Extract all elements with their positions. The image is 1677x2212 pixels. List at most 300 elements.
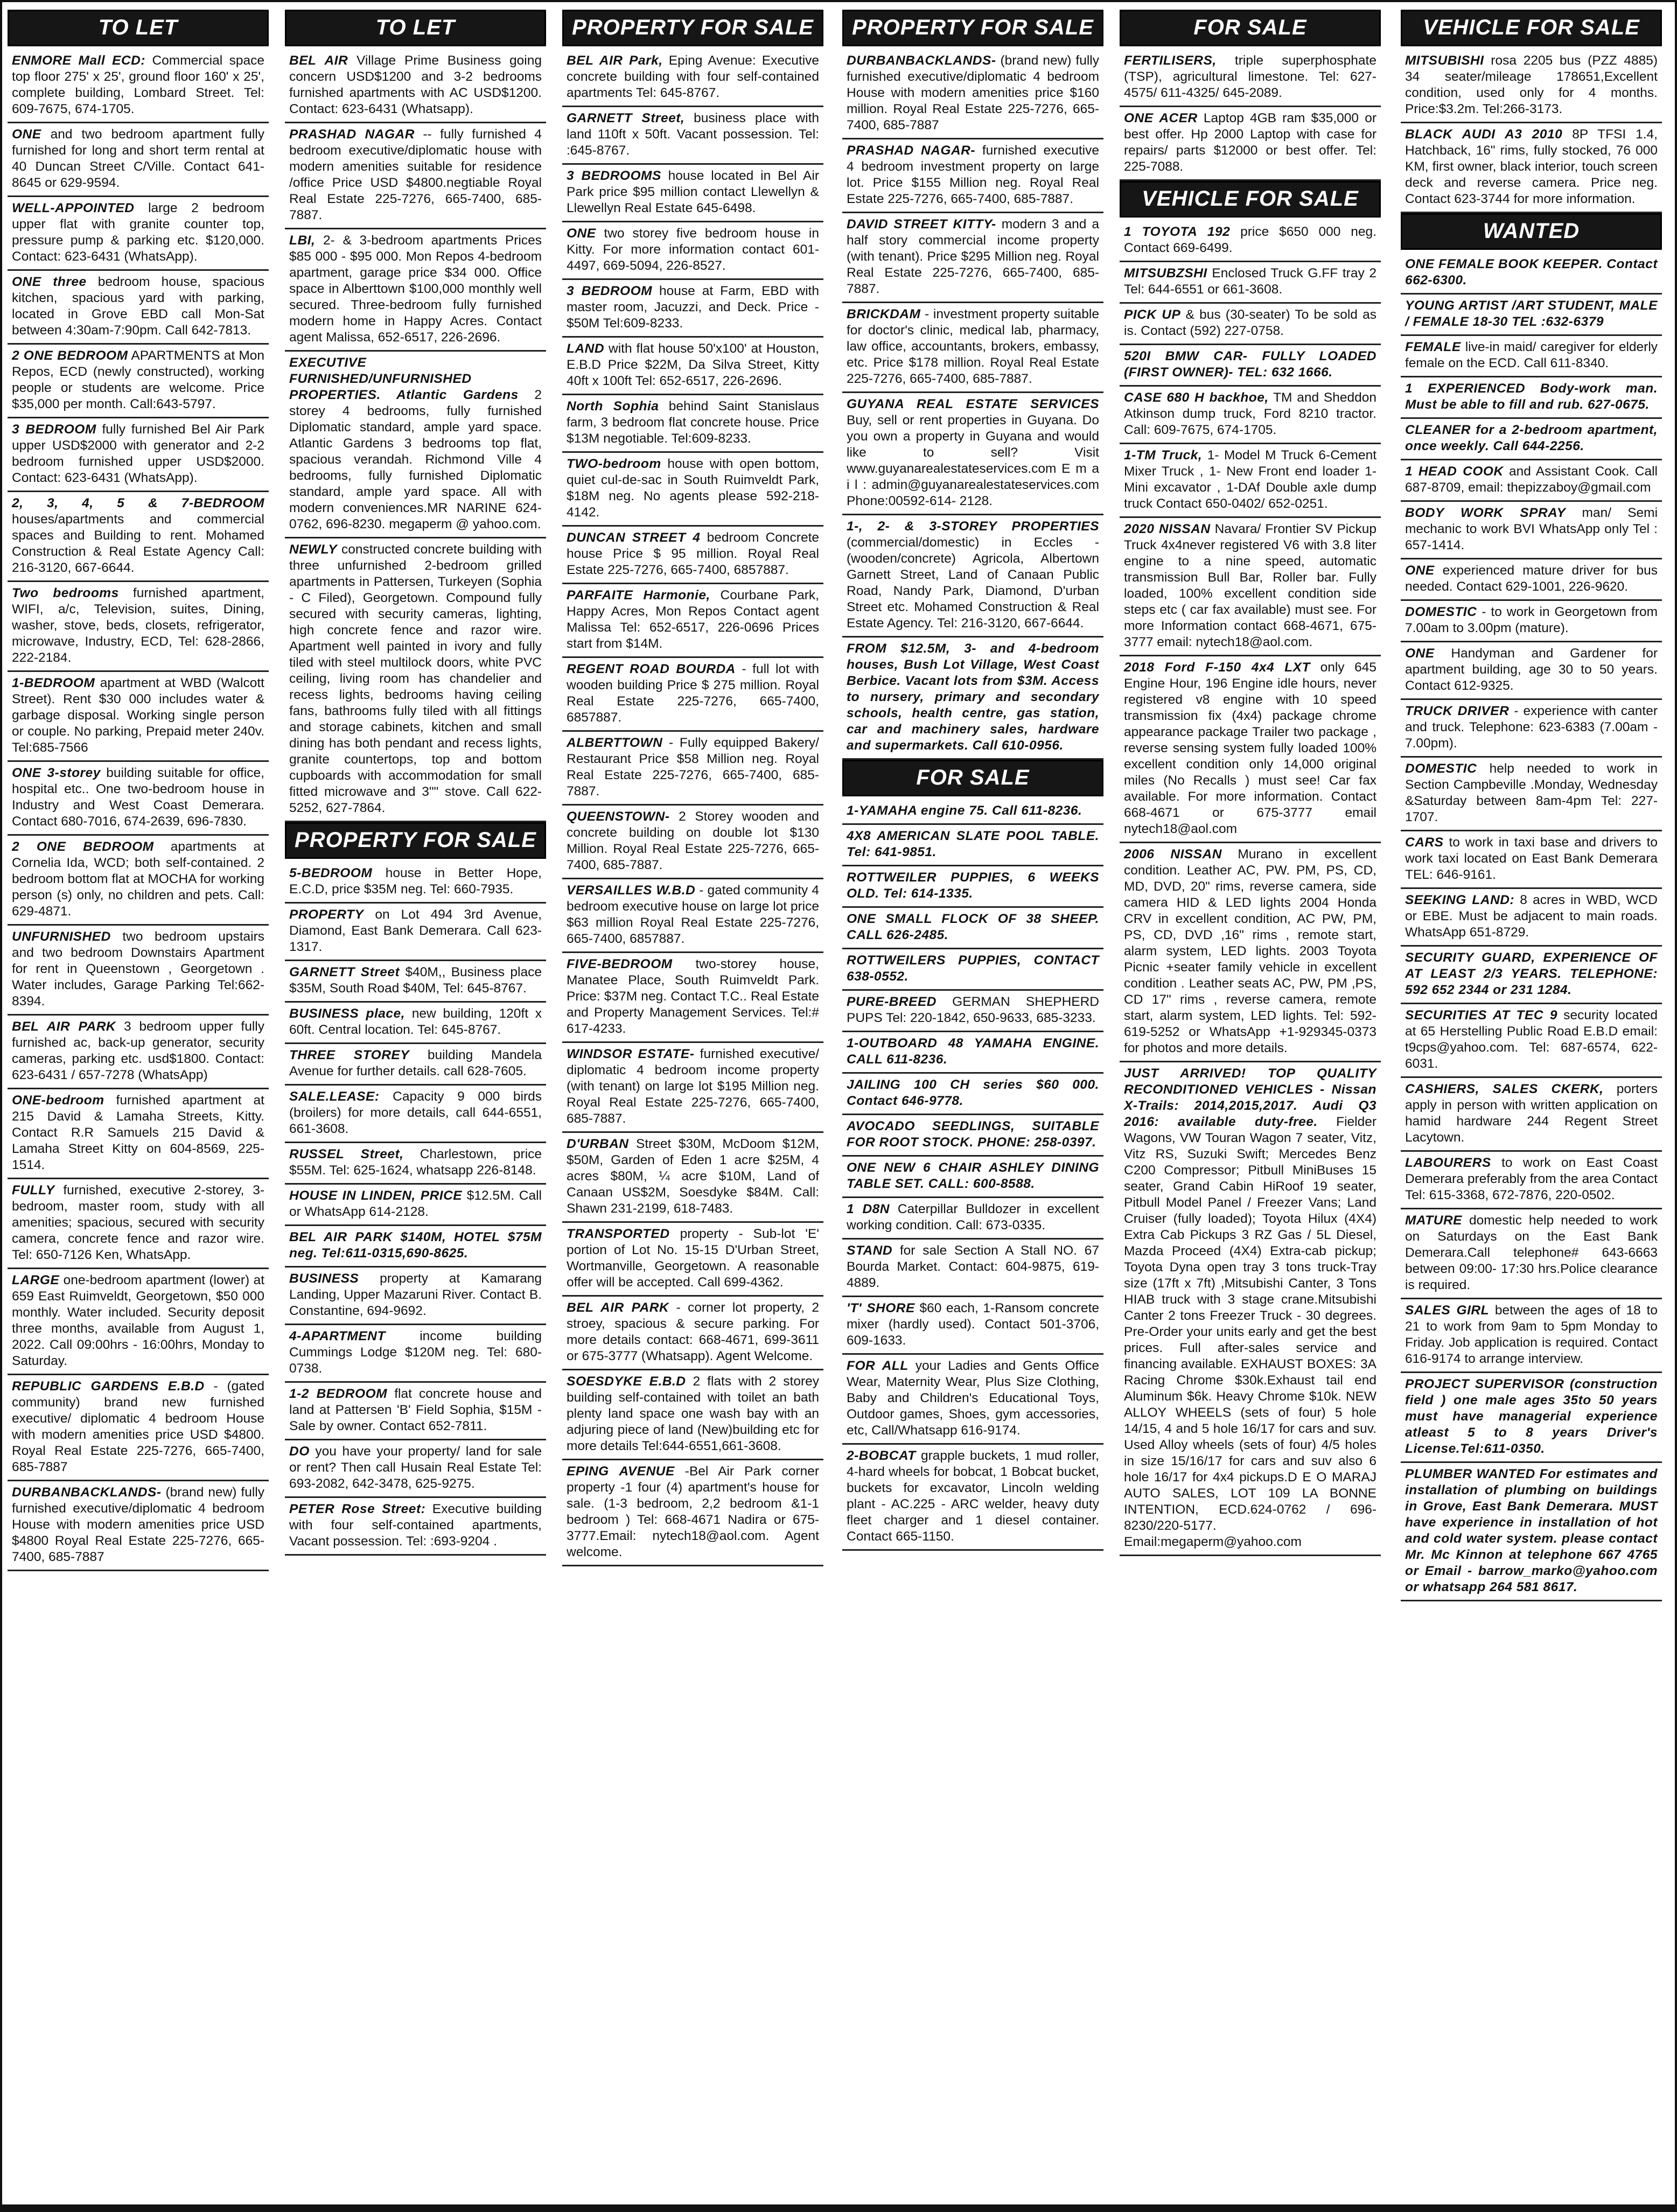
classified-ad — [8, 1089, 269, 1179]
ad-body: 2 Storey wooden and concrete building on double lot $130 Million. Royal Real Estate 225-7276, 665-7400, 685-7887. — [567, 809, 819, 872]
ad-headline: SECURITY GUARD, EXPERIENCE OF AT LEAST 2/3 YEARS. TELEPHONE: 592 652 2344 or 231 1284. — [1405, 950, 1658, 997]
ad-body: - investment property suitable for doctor's clinic, medical lab, pharmacy, law office, accountants, brokers, embassy, etc. Price $178 million. Royal Real Estate 225-7276, 665-7400, 685-7887. — [847, 307, 1099, 386]
ad-body: for sale Section A Stall NO. 67 Bourda Market. Contact: 604-9875, 619-4889. — [847, 1243, 1099, 1290]
section-header: TO LET — [285, 10, 546, 46]
ad-headline: WELL-APPOINTED — [12, 201, 135, 215]
classified-ad — [8, 271, 269, 345]
section-header: PROPERTY FOR SALE — [285, 822, 546, 859]
classified-ad — [842, 393, 1103, 515]
classified-ad — [562, 1297, 823, 1370]
classified-ad — [1401, 758, 1662, 831]
classified-ad — [1401, 831, 1662, 889]
ad-body: and Assistant Cook. Call 687-8709, email: thepizzaboy@gmail.com — [1405, 464, 1658, 495]
classified-ad — [8, 1269, 269, 1375]
classified-ad — [1401, 559, 1662, 601]
section-header: WANTED — [1401, 213, 1662, 250]
ad-body: business place with land 110ft x 50ft. Vacant possession. Tel: :645-8767. — [567, 111, 820, 158]
classified-ad — [1401, 50, 1662, 123]
ad-body: apartment at WBD (Walcott Street). Rent $30 000 includes water & garbage disposal. Working single person or couple. No parking, Prepaid meter 240v. Tel:685-7566 — [12, 676, 264, 755]
classified-ad — [285, 904, 546, 961]
ad-headline: PETER Rose Street: — [289, 1502, 426, 1516]
ad-headline: DOMESTIC — [1405, 761, 1477, 776]
ad-body: house with open bottom, quiet cul-de-sac in South Ruimveldt Park, $18M neg. No agents please 592-218-4142. — [567, 457, 820, 520]
section-header: PROPERTY FOR SALE — [562, 10, 823, 46]
ad-headline: FULLY — [12, 1183, 55, 1198]
classified-ad — [842, 1157, 1103, 1198]
ad-headline: 3 BEDROOM — [567, 284, 653, 298]
ad-headline: DURBANBACKLANDS- — [12, 1485, 162, 1500]
ad-body: to work on East Coast Demerara preferably from the area Contact Tel: 615-3368, 672-7876, 220-0502. — [1405, 1156, 1658, 1202]
classified-ad — [285, 1440, 546, 1498]
ad-headline: 3 BEDROOMS — [567, 169, 661, 183]
ad-body: Charlestown, price $55M. Tel: 625-1624, whatsapp 226-8148. — [289, 1147, 542, 1178]
ad-body: triple superphosphate (TSP), agricultural limestone. Tel: 627-4575/ 611-4325/ 645-2089. — [1124, 53, 1376, 100]
ad-body: - Fully equipped Bakery/ Restaurant Price $58 Million neg. Royal Real Estate 225-7276, 665-7400, 685-7887. — [567, 736, 819, 799]
ad-headline: ENMORE Mall ECD: — [12, 53, 145, 68]
ad-body: furnished executive 4 bedroom investment property on large lot. Price $155 Million neg. Royal Real Estate 225-7276, 665-7400, 685-7887. — [847, 143, 1099, 206]
ad-headline: ONE NEW 6 CHAIR ASHLEY DINING TABLE SET. CALL: 600-8588. — [847, 1160, 1099, 1191]
section-header: VEHICLE FOR SALE — [1120, 181, 1381, 218]
ad-headline: JUST ARRIVED! TOP QUALITY RECONDITIONED VEHICLES - Nissan X-Trails: 2014,2015,2017. Audi Q3 2016: available duty-free. — [1124, 1066, 1376, 1129]
ad-body: with flat house 50'x100' at Houston, E.B.D Price $22M, Da Silva Street, Kitty 40ft x 100ft Tel: 652-6517, 226-2696. — [567, 341, 819, 388]
classified-ad — [285, 1086, 546, 1143]
ad-headline: 4-APARTMENT — [289, 1329, 386, 1343]
classified-ad — [562, 395, 823, 453]
classified-ad — [562, 806, 823, 879]
ad-body: furnished apartment, WIFI, a/c, Television, suites, Dining, washer, stove, beds, closets, refrigerator, microwave, Industry, ECD, Tel: 628-2866, 222-2184. — [12, 586, 264, 665]
classified-ad — [8, 492, 269, 582]
classified-ad — [8, 197, 269, 271]
classified-ad — [285, 1044, 546, 1086]
ad-body: Street $30M, McDoom $12M, $50M, Garden of Eden 1 acre $25M, 4 acres $80M, ¼ acre $10M, Land of Canaan US$2M, Soesdyke $84M. Call: Shawn 231-2199, 618-7483. — [567, 1137, 819, 1216]
ad-headline: DO — [289, 1444, 310, 1459]
classified-ad — [285, 538, 546, 822]
classified-ad — [285, 1325, 546, 1383]
classified-ad — [1120, 444, 1381, 518]
ad-body: - to work in Georgetown from 7.00am to 3.00pm (mature). — [1405, 605, 1658, 635]
ad-body: building suitable for office, hospital etc.. One two-bedroom house in Industry and West Coast Demerara. Contact 680-7016, 674-2639, 696-7830. — [12, 766, 264, 829]
ad-headline: GARNETT Street — [289, 965, 400, 979]
ad-headline: D'URBAN — [567, 1137, 629, 1151]
ad-body: property - Sub-lot 'E' portion of Lot No. 15-15 D'Urban Street, Wortmanville, Georgetown. A reasonable offer will be accepted. Call 699-4362. — [567, 1227, 820, 1290]
ad-headline: EPING AVENUE — [567, 1464, 675, 1479]
classified-ad — [285, 1185, 546, 1226]
ad-body: furnished, executive 2-storey, 3-bedroom, master room, study with all amenities; spacious, secured with security camera, concrete fence and razor wire. Tel: 650-7126 Ken, WhatsApp. — [12, 1183, 264, 1262]
ad-body: flat concrete house and land at Pattersen 'B' Field Sophia, $15M - Sale by owner. Contact 652-7811. — [289, 1387, 542, 1433]
classified-ad — [562, 222, 823, 280]
ad-headline: TRANSPORTED — [567, 1227, 670, 1241]
column-3 — [562, 10, 823, 2202]
ad-headline: TWO-bedroom — [567, 457, 661, 471]
ad-headline: LARGE — [12, 1273, 60, 1287]
classified-ad — [285, 50, 546, 123]
ad-body: Enclosed Truck G.FF tray 2 Tel: 644-6551 or 661-3608. — [1124, 266, 1376, 297]
classified-ad — [8, 123, 269, 197]
ad-headline: 1 D8N — [847, 1202, 890, 1216]
ad-headline: ONE 3-storey — [12, 766, 101, 780]
classified-ad — [285, 862, 546, 904]
ad-headline: ROTTWEILERS PUPPIES, CONTACT 638-0552. — [847, 953, 1099, 984]
classified-ad — [842, 1032, 1103, 1074]
ad-body: $60 each, 1-Ransom concrete mixer (hardly used). Contact 501-3706, 609-1633. — [847, 1301, 1099, 1348]
classified-ad — [285, 352, 546, 538]
ad-body: behind Saint Stanislaus farm, 3 bedroom flat concrete house. Price $13M negotiable. Tel:609-8233. — [567, 399, 819, 446]
ad-headline: PRASHAD NAGAR- — [847, 143, 975, 158]
classified-ad — [562, 280, 823, 338]
ad-body: -Bel Air Park corner property -1 four (4) apartment's house for sale. (1-3 bedroom, 2,2 bedroom &1-1 bedroom ) Tel: 668-4671 Nadira or 675-3777.Email: nytech18@aol.com. Agent welcome. — [567, 1464, 819, 1559]
ad-headline: 2 ONE BEDROOM — [12, 348, 128, 363]
classified-ad — [842, 908, 1103, 949]
ad-headline: REPUBLIC GARDENS E.B.D — [12, 1379, 205, 1394]
ad-body: Caterpillar Bulldozer in excellent working condition. Call: 673-0335. — [847, 1202, 1099, 1233]
classified-ad — [1401, 1299, 1662, 1373]
classified-ad — [8, 926, 269, 1016]
classified-ad — [8, 762, 269, 836]
ad-body: 2 storey 4 bedrooms, fully furnished Diplomatic standard, ample yard space. Atlantic Gardens 3 bedrooms top flat, spacious verandah. Richmond Ville 4 bedrooms, fully furnished Diplomatic standard, ample yard space. All with modern conveniences.MR NARINE 624-0762, 696-8230. megaperm @ yahoo.com. — [289, 388, 542, 531]
ad-headline: 1-BEDROOM — [12, 676, 95, 690]
ad-headline: BODY WORK SPRAY — [1405, 506, 1566, 520]
ad-body: Buy, sell or rent properties in Guyana. Do you own a property in Guyana and would like to sell? Visit www.guyanarealestateservices.com E m a i l : admin@guyanarealestateservices.com Phone:00592-614- 2128. — [847, 413, 1099, 508]
classified-ad — [842, 1074, 1103, 1115]
ad-body: fully furnished Bel Air Park upper USD$2000 with generator and 2-2 bedroom furnished upper USD$2000. Contact: 623-6431 (WhatsApp). — [12, 422, 264, 485]
classified-ad — [285, 1268, 546, 1325]
ad-headline: 2020 NISSAN — [1124, 522, 1211, 536]
ad-body: (commercial/domestic) in Eccles - (wooden/concrete) Agricola, Albertown Garnett Street, Land of Canaan Public Road, Nandy Park, Diamond, D'urban Street etc. Mohamed Construction & Real Estate Agency. Tel: 216-3120, 667-6644. — [847, 535, 1099, 631]
classified-ad — [1401, 1004, 1662, 1078]
ad-headline: YOUNG ARTIST /ART STUDENT, MALE / FEMALE 18-30 TEL :632-6379 — [1405, 298, 1658, 329]
classified-ad — [1401, 1152, 1662, 1209]
ad-headline: 1-TM Truck, — [1124, 448, 1203, 463]
ad-headline: SEEKING LAND: — [1405, 893, 1515, 907]
classified-ad — [842, 1297, 1103, 1355]
classified-ad — [1401, 700, 1662, 758]
ad-headline: SECURITIES AT TEC 9 — [1405, 1008, 1557, 1023]
classified-ad — [1120, 843, 1381, 1062]
ad-body: house located in Bel Air Park price $95 million contact Llewellyn & Llewellyn Real Estate 645-6498. — [567, 169, 819, 215]
classified-ad — [1120, 50, 1381, 107]
ad-body: house in Better Hope, E.C.D, price $35M neg. Tel: 660-7935. — [289, 866, 542, 897]
classified-ad — [842, 866, 1103, 908]
classified-ad — [1401, 253, 1662, 295]
classified-ad — [1120, 304, 1381, 345]
ad-body: domestic help needed to work on Saturdays on the East Bank Demerara.Call telephone# 643-6663 between 09:00- 17:30 hrs.Police clearance is required. — [1405, 1213, 1658, 1292]
ad-body: one-bedroom apartment (lower) at 659 East Ruimveldt, Georgetown, $50 000 monthly. Water included. Security deposit three months, available from August 1, 2022. Call 09:00hrs - 16:00hrs, Monday to Saturday. — [12, 1273, 264, 1368]
ad-body: security located at 65 Herstelling Public Road E.B.D email: t9cps@yahoo.com. Tel: 687-6574, 622-6031. — [1405, 1008, 1658, 1071]
ad-headline: ONE — [1405, 563, 1435, 578]
classified-ad — [842, 50, 1103, 139]
ad-headline: FERTILISERS, — [1124, 53, 1217, 68]
ad-headline: PRASHAD NAGAR — [289, 127, 415, 142]
classified-ad — [285, 1143, 546, 1185]
section-header: PROPERTY FOR SALE — [842, 10, 1103, 46]
classified-ad — [842, 1355, 1103, 1445]
classified-ad — [562, 584, 823, 658]
ad-body: between the ages of 18 to 21 to work from 9am to 5pm Monday to Friday. Job application is required. Contact 616-9174 to arrange interview. — [1405, 1303, 1658, 1366]
ad-body: $12.5M. Call or WhatsApp 614-2128. — [289, 1188, 542, 1219]
ad-body: -- fully furnished 4 bedroom executive/diplomatic house with modern amenities suitable for residence /office Price USD $4800.negtiable Royal Real Estate 225-7276, 665-7400, 685-7887. — [289, 127, 542, 222]
classified-ad — [842, 638, 1103, 760]
ad-body: Handyman and Gardener for apartment building, age 30 to 50 years. Contact 612-9325. — [1405, 646, 1658, 693]
ad-headline: 2018 Ford F-150 4x4 LXT — [1124, 660, 1310, 675]
ad-headline: PLUMBER WANTED For estimates and installation of plumbing on buildings in Grove, East Bank Demerara. MUST have experience in installation of hot and cold water system. please contact Mr. Mc Kinnon at telephone 667 4765 or Email - barrow_marko@yahoo.com or whatsapp 264 581 8617. — [1405, 1467, 1658, 1594]
ad-headline: ONE SMALL FLOCK OF 38 SHEEP. CALL 626-2485. — [847, 912, 1099, 942]
classified-ad — [285, 1226, 546, 1268]
ad-headline: PURE-BREED — [847, 995, 937, 1009]
ad-headline: PICK UP — [1124, 307, 1181, 322]
ad-headline: JAILING 100 CH series $60 000. Contact 646-9778. — [847, 1077, 1099, 1108]
ad-headline: DURBANBACKLANDS- — [847, 53, 996, 68]
ad-body: - experience with canter and truck. Telephone: 623-6383 (7.00am - 7.00pm). — [1405, 704, 1658, 751]
classified-ad — [8, 1375, 269, 1481]
ad-headline: FOR ALL — [847, 1359, 909, 1373]
classified-ad — [1120, 656, 1381, 843]
ad-headline: 1 EXPERIENCED Body-work man. Must be able to fill and rub. 627-0675. — [1405, 381, 1658, 412]
classified-ad — [8, 672, 269, 762]
ad-body: man/ Semi mechanic to work BVI WhatsApp only Tel : 657-1414. — [1405, 506, 1658, 552]
ad-body: you have your property/ land for sale or rent? Then call Husain Real Estate Tel: 693-2082, 642-3478, 625-9275. — [289, 1444, 542, 1491]
ad-headline: FIVE-BEDROOM — [567, 957, 673, 971]
ad-body: bedroom house, spacious kitchen, spacious yard with parking, located in Grove EBD call Mon-Sat between 4:30am-7:90pm. Call 642-7813. — [12, 275, 264, 338]
ad-headline: LAND — [567, 341, 605, 356]
ad-headline: 2006 NISSAN — [1124, 847, 1222, 862]
section-header: FOR SALE — [842, 760, 1103, 796]
ad-headline: ALBERTTOWN — [567, 736, 663, 750]
ad-headline: HOUSE IN LINDEN, PRICE — [289, 1188, 463, 1203]
ad-body: - (gated community) brand new furnished executive/ diplomatic 4 bedroom House with modern amenities price USD $4800. Royal Real Estate 225-7276, 665-7400, 685-7887 — [12, 1379, 264, 1474]
ad-headline: 1-, 2- & 3-STOREY PROPERTIES — [847, 519, 1099, 534]
ad-headline: 1-2 BEDROOM — [289, 1387, 388, 1401]
ad-headline: AVOCADO SEEDLINGS, SUITABLE FOR ROOT STOCK. PHONE: 258-0397. — [847, 1119, 1099, 1150]
classified-ad — [842, 800, 1103, 825]
ad-headline: 1-YAMAHA engine 75. Call 611-8236. — [847, 803, 1082, 818]
ad-body: Commercial space top floor 275' x 25', ground floor 160' x 25', complete building, Lombard Street. Tel: 609-7675, 674-1705. — [12, 53, 264, 116]
ad-body: two storey five bedroom house in Kitty. For more information contact 601-4497, 669-5094, 226-8527. — [567, 226, 819, 273]
ad-headline: ONE — [567, 226, 596, 241]
column-2 — [285, 10, 546, 2202]
ad-headline: MITSUBZSHI — [1124, 266, 1207, 281]
ad-body: Eping Avenue: Executive concrete building with four self-contained apartments Tel: 645-8767. — [567, 53, 820, 100]
classified-ad — [562, 658, 823, 732]
ad-headline: SALE.LEASE: — [289, 1089, 380, 1104]
ad-body: TM and Sheddon Atkinson dump truck, Ford 8210 tractor. Call: 609-7675, 674-1705. — [1124, 390, 1376, 437]
ad-body: 3 bedroom upper fully furnished ac, back-up generator, security cameras, parking etc. usd$1800. Contact: 623-6431 / 657-7278 (WhatsApp) — [12, 1019, 264, 1082]
ad-headline: BLACK AUDI A3 2010 — [1405, 127, 1563, 142]
ad-body: houses/apartments and commercial spaces and Building to rent. Mohamed Construction & Real Estate Agency Call: 216-3120, 667-6644. — [12, 512, 264, 575]
ad-body: experienced mature driver for bus needed. Contact 629-1001, 226-9620. — [1405, 563, 1658, 594]
ad-headline: 3 BEDROOM — [12, 422, 96, 437]
ad-body: on Lot 494 3rd Avenue, Diamond, East Bank Demerara. Call 623-1317. — [289, 907, 542, 954]
ad-headline: GARNETT Street, — [567, 111, 685, 125]
column-4 — [842, 10, 1103, 2202]
ad-body: and two bedroom apartment fully furnished for long and short term rental at 40 Duncan Street C/Ville. Contact 641-8645 or 629-9594. — [12, 127, 264, 190]
ad-headline: ONE-bedroom — [12, 1093, 104, 1108]
ad-headline: 1 HEAD COOK — [1405, 464, 1504, 479]
ad-headline: 2-BOBCAT — [847, 1448, 916, 1463]
ad-headline: BRICKDAM — [847, 307, 921, 321]
ad-headline: RUSSEL Street, — [289, 1147, 404, 1161]
ad-headline: BEL AIR PARK — [567, 1300, 669, 1315]
ad-headline: 520I BMW CAR- FULLY LOADED (FIRST OWNER)- TEL: 632 1666. — [1124, 349, 1376, 380]
ad-headline: 4X8 AMERICAN SLATE POOL TABLE. Tel: 641-9851. — [847, 829, 1099, 859]
classified-ad — [842, 1198, 1103, 1240]
classified-ad — [1120, 345, 1381, 387]
classified-ad — [1401, 336, 1662, 377]
ad-body: APARTMENTS at Mon Repos, ECD (newly constructed), working people or students are welcome. Price $35,000 per month. Call:643-5797. — [12, 348, 264, 411]
section-header: VEHICLE FOR SALE — [1401, 10, 1662, 46]
classified-ad — [285, 1003, 546, 1044]
ad-body: furnished apartment at 215 David & Lamaha Streets, Kitty. Contact R.R Samuels 215 David & Lamaha Street Kitty on 604-8569, 225-1514. — [12, 1093, 264, 1172]
classified-ad — [1401, 295, 1662, 336]
classified-ad — [285, 1383, 546, 1440]
classified-ad — [8, 1481, 269, 1571]
classified-ad — [1401, 419, 1662, 460]
ad-body: apartments at Cornelia Ida, WCD; both self-contained. 2 bedroom bottom flat at MOCHA for working person (s) only, no children and pets. Call: 629-4871. — [12, 839, 264, 919]
classified-ad — [1120, 518, 1381, 656]
ad-headline: PROJECT SUPERVISOR (construction field ) one male ages 35to 50 years must have managerial experience atleast 5 to 8 years Driver's License.Tel:611-0350. — [1405, 1377, 1658, 1456]
ad-headline: SALES GIRL — [1405, 1303, 1490, 1318]
section-header: FOR SALE — [1120, 10, 1381, 46]
ad-body: 8P TFSI 1.4, Hatchback, 16" rims, fully stocked, 76 000 KM, first owner, black interior, touch screen deck and reverse camera. Price neg. Contact 623-3744 for more information. — [1405, 127, 1658, 206]
classified-ad — [842, 825, 1103, 866]
ad-body: building Mandela Avenue for further details. call 628-7605. — [289, 1048, 542, 1079]
ad-headline: 'T' SHORE — [847, 1301, 915, 1315]
ad-headline: STAND — [847, 1243, 893, 1258]
ad-headline: SOESDYKE E.B.D — [567, 1374, 686, 1389]
ad-headline: ROTTWEILER PUPPIES, 6 WEEKS OLD. Tel: 614-1335. — [847, 870, 1099, 901]
classified-ad — [8, 836, 269, 926]
ad-body: 8 acres in WBD, WCD or EBE. Must be adjacent to main roads. WhatsApp 651-8729. — [1405, 893, 1658, 940]
classified-ad — [8, 418, 269, 492]
classified-ad — [562, 953, 823, 1043]
column-1 — [8, 10, 269, 2202]
classified-ad — [1120, 1062, 1381, 1556]
classified-ad — [562, 165, 823, 222]
classified-ad — [562, 1460, 823, 1566]
classified-ad — [1401, 1209, 1662, 1299]
ad-headline: BUSINESS — [289, 1271, 359, 1286]
ad-headline: North Sophia — [567, 399, 659, 414]
ad-headline: VERSAILLES W.B.D — [567, 883, 696, 898]
ad-headline: ONE — [1405, 646, 1435, 661]
ad-headline: FROM $12.5M, 3- and 4-bedroom houses, Bush Lot Village, West Coast Berbice. Vacant lots from $3M. Access to nursery, primary and secondary schools, health centre, gas station, car and machinery sales, hardware and supermarkets. Call 610-0956. — [847, 641, 1099, 753]
ad-headline: PARFAITE Harmonie, — [567, 588, 710, 603]
classified-ad — [1401, 889, 1662, 947]
ad-headline: DUNCAN STREET 4 — [567, 530, 701, 545]
ad-body: Murano in excellent condition. Leather AC, PW. PM, PS, CD, MD, DVD, 20" rims, reverse camera, side camera HID & LED lights 2004 Honda CRV in excellent condition, AC PW, PM, PS, CD, DVD ,16" rims , remote start, alarm system, LED lights. 2003 Toyota Picnic +seater family vehicle in excellent condition . Leather seats AC, PW, PM ,PS, CD 17" rims , reverse camera, remote start, alarm system, LED lights. Tel: 592-619-5252 or WhatsApp +1-929345-0373 for photos and more details. — [1124, 847, 1376, 1055]
ad-body: (brand new) fully furnished executive/diplomatic 4 bedroom House with modern amenities price USD $4800 Royal Real Estate 225-7276, 665-7400, 685-7887 — [12, 1485, 265, 1564]
classified-ad — [8, 50, 269, 123]
classified-ad — [1401, 1373, 1662, 1463]
classified-ad — [1401, 1463, 1662, 1601]
ad-headline: GUYANA REAL ESTATE SERVICES — [847, 397, 1099, 411]
ad-headline: THREE STOREY — [289, 1048, 410, 1062]
classified-ad — [1401, 460, 1662, 502]
ad-headline: ONE — [12, 127, 41, 142]
ad-headline: 2 ONE BEDROOM — [12, 839, 154, 854]
ad-body: 2 flats with 2 storey building self-contained with toilet an bath plenty land space one wash bay with an adjuring piece of land (New)building etc for more details Tel:644-6551,661-3608. — [567, 1374, 819, 1453]
classified-ad — [842, 1445, 1103, 1551]
ad-headline: PROPERTY — [289, 907, 364, 922]
ad-body: porters apply in person with written application on hamid hardware 244 Regent Street Lacytown. — [1405, 1082, 1658, 1145]
classified-ad — [842, 515, 1103, 638]
classified-ad — [842, 949, 1103, 991]
ad-headline: DOMESTIC — [1405, 605, 1477, 619]
ad-body: house at Farm, EBD with master room, Jacuzzi, and Deck. Price - $50M Tel:609-8233. — [567, 284, 819, 331]
classified-ad — [1120, 387, 1381, 444]
classified-ad — [842, 303, 1103, 393]
ad-headline: WINDSOR ESTATE- — [567, 1047, 695, 1061]
classified-ad — [1120, 107, 1381, 181]
ad-headline: 1-OUTBOARD 48 YAMAHA ENGINE. CALL 611-8236. — [847, 1036, 1099, 1067]
classified-ad — [8, 582, 269, 672]
ad-body: 2- & 3-bedroom apartments Prices $85 000 - $95 000. Mon Repos 4-bedroom apartment, garage price $34 000. Office space in Alberttown $100,000 monthly well secured. Three-bedroom fully furnished modern home in Happy Acres. Contact agent Malissa, 652-6517, 226-2696. — [289, 233, 542, 345]
classified-ad — [1401, 601, 1662, 642]
classified-ad — [562, 732, 823, 806]
column-5 — [1120, 10, 1381, 2202]
classified-ad — [562, 1223, 823, 1297]
ad-body: - full lot with wooden building Price $ 275 million. Royal Real Estate 225-7276, 665-7400, 6857887. — [567, 662, 819, 725]
bottom-rule — [2, 2204, 1675, 2210]
classified-ad — [842, 213, 1103, 303]
classified-ad — [285, 961, 546, 1003]
ad-body: grapple buckets, 1 mud roller, 4-hard wheels for bobcat, 1 Bobcat bucket, buckets for excavator, Lincoln welding plant - AC.225 - ARC welder, heavy duty fleet charger and 1 diesel container. Contact 665-1150. — [847, 1448, 1099, 1544]
ad-headline: MITSUBISHI — [1405, 53, 1484, 68]
classified-ad — [842, 1115, 1103, 1157]
ad-headline: 5-BEDROOM — [289, 866, 373, 880]
ad-headline: DAVID STREET KITTY- — [847, 217, 996, 232]
ad-body: bedroom Concrete house Price $ 95 million. Royal Real Estate 225-7276, 665-7400, 6857887. — [567, 530, 820, 577]
ad-body: property at Kamarang Landing, Upper Mazaruni River. Contact B. Constantine, 694-9692. — [289, 1271, 542, 1318]
classified-ad — [562, 1370, 823, 1460]
ad-headline: ONE FEMALE BOOK KEEPER. Contact 662-6300. — [1405, 257, 1658, 288]
ad-headline: CLEANER for a 2-bedroom apartment, once weekly. Call 644-2256. — [1405, 423, 1658, 453]
column-6 — [1401, 10, 1662, 2202]
ad-body: price $650 000 neg. Contact 669-6499. — [1124, 225, 1376, 255]
ad-body: - corner lot property, 2 stroey, spacious & secure parking. For more details contact: 668-4671, 699-3611 or 675-3777 (Whatsapp). Agent Welcome. — [567, 1300, 820, 1363]
ad-body: only 645 Engine Hour, 196 Engine idle hours, never registered v8 engine with 10 speed transmission fix (4x4) package chrome appearance package Trailer two package , reverse sensing system fully loaded 100% excellent condition only 14,000 original miles (No Recalls ) must see! Car fax available. For more information. Contact 668-4671 or 675-3777 email nytech18@aol.com — [1124, 660, 1376, 836]
ad-body: two bedroom upstairs and two bedroom Downstairs Apartment for rent in Queenstown , Georgetown . Water includes, Garage Parking Tel:662-8394. — [12, 929, 264, 1009]
ad-body: Laptop 4GB ram $35,000 or best offer. Hp 2000 Laptop with case for repairs/ parts $12000 or best offer. Tel: 225-7088. — [1124, 111, 1376, 174]
ad-headline: EXECUTIVE FURNISHED/UNFURNISHED PROPERTIES. Atlantic Gardens — [289, 355, 519, 402]
ad-body: to work in taxi base and drivers to work taxi located on East Bank Demerara TEL: 646-9161. — [1405, 835, 1658, 882]
ad-body: income building Cummings Lodge $120M neg. Tel: 680-0738. — [289, 1329, 542, 1376]
ad-headline: 1 TOYOTA 192 — [1124, 225, 1231, 239]
classified-ad — [1120, 221, 1381, 262]
classified-ad — [1401, 1078, 1662, 1152]
ad-headline: 2, 3, 4, 5 & 7-BEDROOM — [12, 496, 264, 510]
ad-headline: FEMALE — [1405, 340, 1461, 354]
classified-ad — [562, 879, 823, 953]
ad-headline: CARS — [1405, 835, 1444, 850]
ad-body: furnished executive/ diplomatic 4 bedroom income property (with tenant) on large lot $195 Million neg. Royal Real Estate 225-7276, 665-7400, 685-7887. — [567, 1047, 820, 1126]
ad-body: 1- Model M Truck 6-Cement Mixer Truck , 1- New Front end loader 1-Mini excavator , 1-DAf Double axle dump truck Contact 650-0402/ 652-0251. — [1124, 448, 1376, 511]
classified-ad — [562, 1043, 823, 1133]
ad-headline: BEL AIR PARK $140M, HOTEL $75M neg. Tel:611-0315,690-8625. — [289, 1230, 542, 1261]
ad-body: live-in maid/ caregiver for elderly female on the ECD. Call 611-8340. — [1405, 340, 1658, 370]
ad-headline: BEL AIR Park, — [567, 53, 663, 68]
ad-headline: CASHIERS, SALES CKERK, — [1405, 1082, 1604, 1096]
ad-body: rosa 2205 bus (PZZ 4885) 34 seater/mileage 178651,Excellent condition, used only for 4 months. Price:$3.2m. Tel:266-3173. — [1405, 53, 1658, 116]
classified-ad — [842, 1240, 1103, 1297]
ad-headline: TRUCK DRIVER — [1405, 704, 1510, 718]
ad-headline: QUEENSTOWN- — [567, 809, 670, 824]
ad-headline: ONE ACER — [1124, 111, 1198, 125]
ad-headline: BEL AIR — [289, 53, 348, 68]
ad-headline: NEWLY — [289, 542, 338, 557]
ad-body: new building, 120ft x 60ft. Central location. Tel: 645-8767. — [289, 1006, 542, 1037]
classified-ad — [285, 123, 546, 229]
ad-body: two-storey house, Manatee Place, South Ruimveldt Park. Price: $37M neg. Contact T.C.. Real Estate and Property Management Services. Tel:# 617-4233. — [567, 957, 819, 1036]
